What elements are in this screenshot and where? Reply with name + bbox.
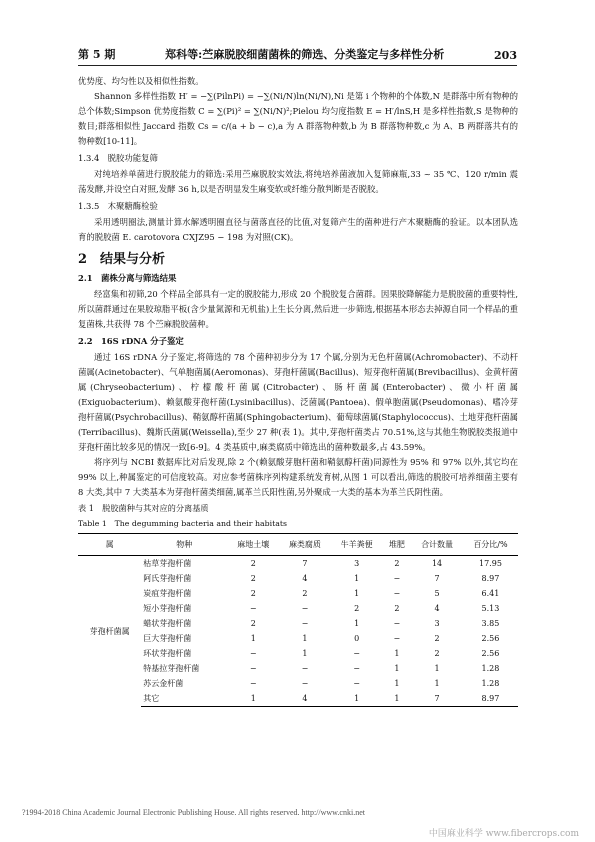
value-cell: 8.97 — [463, 691, 518, 707]
value-cell: − — [393, 589, 401, 598]
value-cell: − — [301, 664, 309, 673]
section-1-3-5-title: 1.3.5 木聚糖酶检验 — [78, 201, 158, 211]
table-row — [78, 661, 518, 676]
table-row — [78, 646, 518, 661]
value-cell: 2 — [250, 574, 256, 583]
value-cell: 2.56 — [481, 634, 500, 643]
value-cell: 7 — [411, 691, 463, 707]
table-row — [78, 676, 518, 691]
value-cell: 3 — [434, 619, 440, 628]
bacteria-table — [78, 533, 518, 707]
value-cell: 5.13 — [481, 604, 500, 613]
value-cell: 2 — [354, 604, 360, 613]
table-row — [78, 616, 518, 631]
copyright-notice: ?1994-2018 China Academic Journal Electronic Publishing House. All rights reserved. http://www.cnki.net — [22, 808, 365, 817]
table-caption-en: Table 1 The degumming bacteria and their habitats — [78, 519, 288, 528]
value-cell: 2 — [434, 634, 440, 643]
value-cell: 4 — [302, 574, 308, 583]
value-cell: − — [249, 664, 257, 673]
value-cell: 1 — [394, 649, 400, 658]
running-header — [78, 40, 517, 66]
section-2-2-text-1: 通过 16S rDNA 分子鉴定,将筛选的 78 个菌种初步分为 17 个属,分别为无色杆菌属(Achromobacter)、不动杆菌属(Acinetobacter)、气单胞菌属(Aeromonas)、芽孢杆菌属(Bacillus)、短芽孢杆菌属(Brevibacillus)、金黄杆菌属(Chryseobacterium)、柠檬酸杆菌属(Citrobacter)、肠杆菌属(Enterobacter)、微小杆菌属(Exiguobacterium)、赖氨酸芽孢杆菌(Lysinibacillus)、泛菌属(Pantoea)、假单胞菌属(Pseudomonas)、嗜冷芽孢杆菌属(Psychrobacillus)、鞘氨醇杆菌属(Sphingobacterium)、葡萄球菌属(Staphylococcus)、土地芽孢杆菌属(Terribacillus)、魏斯氏菌属(Weissella),至少 27 种(表 1)。其中,芽孢杆菌类占 70.51%,这与其他生物脱胶类报道中芽孢杆菌比较多见的情况一致[6-9]。4 类基质中,麻类腐质中筛选出的菌种数最多,占 43.59%。 — [78, 352, 519, 452]
species-cell: 苏云金杆菌 — [143, 679, 184, 688]
section-1-3-4-title: 1.3.4 脱胶功能复筛 — [78, 153, 158, 163]
value-cell: − — [249, 604, 257, 613]
species-cell: 短小芽孢杆菌 — [143, 604, 192, 613]
value-cell: 4 — [434, 604, 440, 613]
value-cell: 1 — [394, 664, 400, 673]
value-cell: − — [301, 679, 309, 688]
table-row — [78, 586, 518, 601]
value-cell: 2 — [250, 589, 256, 598]
genus-cell: 芽孢杆菌属 — [89, 626, 130, 636]
table-row — [78, 571, 518, 586]
issue-label: 第 5 期 — [78, 48, 116, 61]
value-cell: 5 — [434, 589, 440, 598]
value-cell: 4 — [279, 691, 331, 707]
value-cell: 6.41 — [481, 589, 500, 598]
value-cell: 1 — [227, 691, 279, 707]
value-cell: 1 — [302, 634, 308, 643]
value-cell: 1 — [394, 679, 400, 688]
header-field-soil: 麻地土壤 — [227, 534, 279, 556]
section-2-1-text: 经富集和初筛,20 个样品全部具有一定的脱胶能力,形成 20 个脱胶复合菌群。因果胶降解能力是脱胶菌的重要特性,所以菌群通过在果胶琼脂平板(含少量氮源和无机盐)上生长分离,然后进一步筛选,根据基本形态去掉源自同一个样品的重复菌株,共获得 78 个苎麻脱胶菌种。 — [78, 289, 518, 329]
value-cell: 3 — [354, 559, 360, 568]
value-cell: 2.56 — [481, 649, 500, 658]
species-cell: 枯草芽孢杆菌 — [143, 559, 192, 568]
value-cell: 7 — [434, 574, 440, 583]
value-cell: 1 — [354, 574, 360, 583]
value-cell: 2 — [302, 589, 308, 598]
value-cell: − — [353, 679, 360, 688]
species-cell: 炭疽芽孢杆菌 — [143, 589, 192, 598]
value-cell: 14 — [431, 559, 443, 568]
species-cell: 环状芽孢杆菌 — [143, 649, 192, 658]
value-cell: 17.95 — [479, 559, 502, 568]
value-cell: − — [393, 619, 401, 628]
value-cell: 1.28 — [481, 679, 500, 688]
section-1-3-5-text: 采用透明圈法,测量计算水解透明圈直径与菌落直径的比值,对复筛产生的菌种进行产木聚糖酶的验证。以本团队选育的脱胶菌 E. carotovora CXJZ95 − 198 为对照(CK)。 — [78, 217, 518, 242]
value-cell: 1.28 — [481, 664, 500, 673]
value-cell: 1 — [354, 589, 360, 598]
value-cell: − — [353, 649, 360, 658]
value-cell: 2 — [394, 559, 400, 568]
footer — [0, 808, 595, 822]
header-manure: 牛羊粪便 — [331, 534, 383, 556]
value-cell: 1 — [434, 664, 440, 673]
formula-paragraph: Shannon 多样性指数 H′ = −∑(PilnPi) = −∑(Ni/N)ln(Ni/N),Ni 是第 i 个物种的个体数,N 是群落中所有物种的总个体数;Simpson 优势度指数 C = ∑(Pi)² = ∑(Ni/N)²;Pielou 均匀度指数 E = H′/lnS,H 是多样性指数,S 是物种的数目;群落相似性 Jaccard 指数 Cs = c/(a + b − c),a 为 A 群落物种数,b 为 B 群落物种数,c 为 A、B 两群落共有的物种数[10-11]。 — [78, 91, 518, 146]
table-row — [78, 556, 518, 572]
section-2-2-title: 2.2 16S rDNA 分子鉴定 — [78, 336, 184, 346]
header-species: 物种 — [141, 534, 227, 556]
table-row — [78, 601, 518, 616]
table-row — [78, 631, 518, 646]
value-cell: − — [393, 574, 401, 583]
value-cell: 8.97 — [481, 574, 500, 583]
article-body — [78, 74, 518, 707]
value-cell: 2 — [250, 619, 256, 628]
value-cell: 1 — [331, 691, 383, 707]
header-genus: 属 — [78, 534, 141, 556]
value-cell: 1 — [434, 679, 440, 688]
species-cell: 特基拉芽孢杆菌 — [143, 664, 200, 673]
species-cell: 巨大芽孢杆菌 — [143, 634, 192, 643]
intro-line: 优势度、均匀性以及相似性指数。 — [78, 76, 204, 86]
header-compost: 堆肥 — [383, 534, 412, 556]
value-cell: 1 — [383, 691, 412, 707]
header-total: 合计数量 — [411, 534, 463, 556]
value-cell: 7 — [302, 559, 308, 568]
value-cell: 2 — [394, 604, 400, 613]
value-cell: 3.85 — [481, 619, 500, 628]
value-cell: 2 — [434, 649, 440, 658]
value-cell: 0 — [354, 634, 360, 643]
species-cell: 其它 — [141, 691, 227, 707]
running-title: 郑科等:苎麻脱胶细菌菌株的筛选、分类鉴定与多样性分析 — [165, 48, 445, 61]
section-2-2-text-2: 将序列与 NCBI 数据库比对后发现,除 2 个(赖氨酸芽胞杆菌和鞘氨醇杆菌)同源性为 95% 和 97% 以外,其它均在 99% 以上,种属鉴定的可信度较高。对应参考菌株序列构建系统发育树,从图 1 可以看出,筛选的脱胶可培养细菌主要有 8 大类,其中 7 大类基本为芽孢杆菌类细菌,属革兰氏阳性菌,另外聚成一大类的基本为革兰氏阴性菌。 — [78, 457, 518, 497]
header-hemp-humus: 麻类腐质 — [279, 534, 331, 556]
value-cell: − — [249, 649, 257, 658]
table-header-row — [78, 534, 518, 556]
table-body — [78, 556, 518, 707]
value-cell: − — [249, 679, 257, 688]
value-cell: − — [353, 664, 360, 673]
value-cell: 1 — [354, 619, 360, 628]
table-caption-cn: 表 1 脱胶菌种与其对应的分离基质 — [78, 503, 209, 513]
value-cell: 1 — [250, 634, 256, 643]
site-watermark: 中国麻业科学 www.fibercrops.com — [428, 829, 579, 839]
section-2-1-title: 2.1 菌株分离与筛选结果 — [78, 273, 177, 283]
value-cell: − — [393, 634, 401, 643]
page-number: 203 — [494, 49, 517, 62]
table-row — [78, 691, 518, 707]
species-cell: 蜡状芽孢杆菌 — [143, 619, 192, 628]
value-cell: 1 — [302, 649, 308, 658]
section-1-3-4-text: 对纯培养单菌进行脱胶能力的筛选:采用苎麻脱胶实效法,将纯培养菌液加入复筛麻瓶,33 ~ 35 ℃、120 r/min 震荡发酵,并设空白对照,发酵 36 h,以是否明显发生麻变软或纤维分散判断是否脱胶。 — [78, 169, 518, 194]
value-cell: − — [301, 619, 309, 628]
value-cell: − — [301, 604, 309, 613]
value-cell: 2 — [250, 559, 256, 568]
section-2-title: 2 结果与分析 — [78, 252, 166, 267]
header-percent: 百分比/% — [463, 534, 518, 556]
species-cell: 阿氏芽孢杆菌 — [143, 574, 192, 583]
